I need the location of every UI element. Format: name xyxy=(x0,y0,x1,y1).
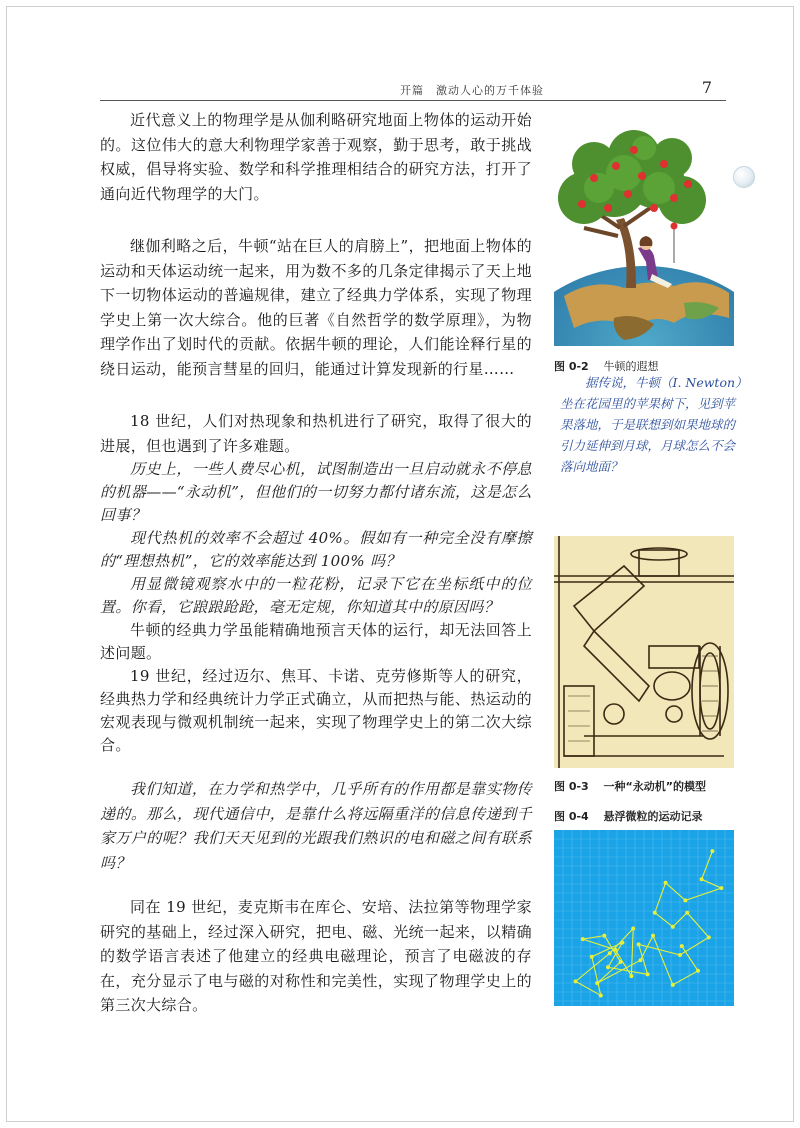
trajectory-point xyxy=(638,958,642,962)
paragraph-galileo: 近代意义上的物理学是从伽利略研究地面上物体的运动开始的。这位伟大的意大利物理学家善于观察，勤于思考，敢于挑战权威，倡导将实验、数学和科学推理相结合的研究方法，打开了通向近代物理学的大门。 xyxy=(100,111,532,203)
figure-0-4-label: 图 0-4 xyxy=(554,810,589,823)
trajectory-point xyxy=(651,934,655,938)
trajectory-point xyxy=(619,960,623,964)
figure-0-2-label: 图 0-2 xyxy=(554,360,589,373)
trajectory-point xyxy=(581,937,585,941)
trajectory-point xyxy=(599,993,603,997)
trajectory-point xyxy=(606,965,610,969)
side-note-newton: 据传说，牛顿（I. Newton）坐在花园里的苹果树下，见到苹果落地，于是联想到如果地球的引力延伸到月球，月球怎么不会落向地面？ xyxy=(560,375,742,474)
paragraph-newton-limit: 牛顿的经典力学虽能精确地预言天体的运行，却无法回答上述问题。 xyxy=(100,621,532,662)
figure-0-3-label: 图 0-3 xyxy=(554,780,589,793)
paragraph-pollen: 用显微镜观察水中的一粒花粉，记录下它在坐标纸中的位置。你看，它踉踉跄跄，毫无定规，你知道其中的原因吗？ xyxy=(100,575,532,616)
trajectory-point xyxy=(683,898,687,902)
bubble-decoration xyxy=(733,166,755,188)
trajectory-point xyxy=(590,955,594,959)
figure-0-4-title: 悬浮微粒的运动记录 xyxy=(603,810,703,823)
trajectory-point xyxy=(608,951,612,955)
figure-0-2-title: 牛顿的遐想 xyxy=(603,360,659,373)
figure-brownian-motion xyxy=(554,830,734,1006)
header-title: 开篇 激动人心的万千体验 xyxy=(400,84,544,97)
figure-perpetual-motion xyxy=(554,536,734,768)
running-header xyxy=(100,78,726,101)
figure-0-3-caption xyxy=(554,778,706,794)
paragraph-perpetual-motion: 历史上，一些人费尽心机，试图制造出一旦启动就永不停息的机器——“永动机”，但他们的一切努力都付诸东流，这是怎么回事？ xyxy=(100,460,532,524)
figure-0-3-title: 一种“永动机”的模型 xyxy=(603,780,707,793)
trajectory-point xyxy=(602,934,606,938)
trajectory-point xyxy=(620,941,624,945)
trajectory-point xyxy=(646,972,650,976)
paragraph-18th-century: 18 世纪，人们对热现象和热机进行了研究，取得了很大的进展，但也遇到了许多难题。 xyxy=(100,412,532,455)
trajectory-point xyxy=(671,983,675,987)
trajectory-point xyxy=(685,911,689,915)
trajectory-point xyxy=(696,969,700,973)
trajectory-point xyxy=(629,974,633,978)
trajectory-point xyxy=(631,927,635,931)
page-number: 7 xyxy=(701,78,712,97)
paragraph-heat-engine: 现代热机的效率不会超过 40%。假如有一种完全没有摩擦的“理想热机”，它的效率能达到 100% 吗？ xyxy=(100,529,532,570)
paragraph-maxwell: 同在 19 世纪，麦克斯韦在库仑、安培、法拉第等物理学家研究的基础上，经过深入研究，把电、磁、光统一起来，以精确的数学语言表述了他建立的经典电磁理论，预言了电磁波的存在，充分显示了电与磁的对称性和完美性，实现了物理学史上的第三次大综合。 xyxy=(100,898,532,1014)
trajectory-point xyxy=(680,944,684,948)
figure-newton-tree xyxy=(554,128,734,346)
trajectory-point xyxy=(710,849,714,853)
trajectory-point xyxy=(707,935,711,939)
paragraph-newton: 继伽利略之后，牛顿“站在巨人的肩膀上”，把地面上物体的运动和天体运动统一起来，用为数不多的几条定律揭示了天上地下一切物体运动的普遍规律，建立了经典力学体系，实现了物理学史上第一次大综合。他的巨著《自然哲学的数学原理》，为物理学作出了划时代的贡献。依据牛顿的理论，人们能诠释行星的绕日运动，能预言彗星的回归，能通过计算发现新的行星…… xyxy=(100,237,532,378)
trajectory-point xyxy=(637,942,641,946)
trajectory-point xyxy=(613,948,617,952)
trajectory-point xyxy=(671,925,675,929)
trajectory-point xyxy=(678,953,682,957)
brownian-motion-plot xyxy=(554,830,734,1006)
paragraph-second-synthesis: 19 世纪，经过迈尔、焦耳、卡诺、克劳修斯等人的研究，经典热力学和经典统计力学正式确立，从而把热与能、热运动的宏观表现与微观机制统一起来，实现了物理学史上的第二次大综合。 xyxy=(100,667,532,754)
trajectory-point xyxy=(595,981,599,985)
newton-tree-illustration xyxy=(554,128,734,346)
trajectory-point xyxy=(719,886,723,890)
perpetual-motion-illustration xyxy=(554,536,734,768)
trajectory-point xyxy=(700,877,704,881)
trajectory-point xyxy=(653,911,657,915)
trajectory-point xyxy=(574,979,578,983)
paragraph-communication: 我们知道，在力学和热学中，几乎所有的作用都是靠实物传递的。那么，现代通信中，是靠什么将远隔重洋的信息传递到千家万户的呢？我们天天见到的光跟我们熟识的电和磁之间有联系吗？ xyxy=(100,780,532,872)
figure-0-4-caption xyxy=(554,808,703,824)
main-text xyxy=(100,108,532,1018)
trajectory-point xyxy=(664,881,668,885)
